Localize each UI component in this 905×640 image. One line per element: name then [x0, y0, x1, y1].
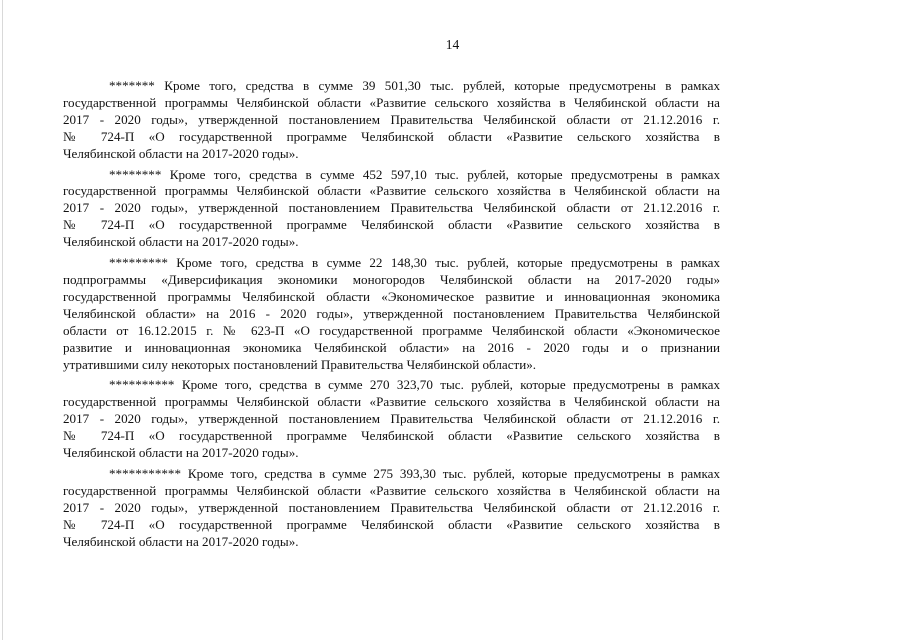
- footnote-line: ******** Кроме того, средства в сумме 452 597,10 тыс. рублей, которые предусмотрены в рамках: [109, 166, 720, 182]
- footnote-line: государственной программы Челябинской области «Развитие сельского хозяйства в Челябинской области на: [63, 183, 720, 199]
- footnote-line: государственной программы Челябинской области «Развитие сельского хозяйства в Челябинской области на: [63, 94, 720, 110]
- footnote-line: № 724-П «О государственной программе Челябинской области «Развитие сельского хозяйства в: [63, 128, 720, 144]
- footnote-line: Челябинской области на 2017-2020 годы».: [63, 533, 299, 549]
- footnote-3: [63, 255, 720, 373]
- footnote-line: ********** Кроме того, средства в сумме 270 323,70 тыс. рублей, которые предусмотрены в рамках: [109, 377, 720, 393]
- footnote-2: [63, 167, 720, 252]
- footnote-line: 2017 - 2020 годы», утвержденной постановлением Правительства Челябинской области от 21.12.2016 г.: [63, 111, 720, 127]
- page-number: 14: [445, 37, 460, 52]
- footnote-line: Челябинской области» на 2016 - 2020 годы», утвержденной постановлением Правительства Челябинской: [63, 305, 720, 321]
- footnotes-block: [63, 78, 720, 554]
- footnote-line: № 724-П «О государственной программе Челябинской области «Развитие сельского хозяйства в: [63, 428, 720, 444]
- footnote-line: 2017 - 2020 годы», утвержденной постановлением Правительства Челябинской области от 21.12.2016 г.: [63, 499, 720, 515]
- footnote-line: Челябинской области на 2017-2020 годы».: [63, 145, 299, 161]
- footnote-line: 2017 - 2020 годы», утвержденной постановлением Правительства Челябинской области от 21.12.2016 г.: [63, 200, 720, 216]
- footnote-5: [63, 466, 720, 551]
- footnote-line: государственной программы Челябинской области «Развитие сельского хозяйства в Челябинской области на: [63, 482, 720, 498]
- footnote-line: № 724-П «О государственной программе Челябинской области «Развитие сельского хозяйства в: [63, 516, 720, 532]
- footnote-line: ********* Кроме того, средства в сумме 22 148,30 тыс. рублей, которые предусмотрены в рамках: [109, 255, 720, 271]
- footnote-line: ******* Кроме того, средства в сумме 39 501,30 тыс. рублей, которые предусмотрены в рамках: [109, 78, 720, 93]
- footnote-1: [63, 78, 720, 163]
- footnote-line: Челябинской области на 2017-2020 годы».: [63, 445, 299, 461]
- footnote-4: [63, 377, 720, 462]
- footnote-line: государственной программы Челябинской области «Экономическое развитие и инновационная экономика: [63, 288, 720, 304]
- footnote-line: государственной программы Челябинской области «Развитие сельского хозяйства в Челябинской области на: [63, 394, 720, 410]
- footnote-line: области от 16.12.2015 г. № 623-П «О государственной программе Челябинской области «Экономическое: [63, 322, 720, 338]
- footnote-line: подпрограммы «Диверсификация экономики моногородов Челябинской области на 2017-2020 годы»: [63, 271, 720, 287]
- footnote-line: развитие и инновационная экономика Челябинской области» на 2016 - 2020 годы и о признании: [63, 339, 720, 355]
- footnote-line: 2017 - 2020 годы», утвержденной постановлением Правительства Челябинской области от 21.12.2016 г.: [63, 411, 720, 427]
- scan-edge-line: [2, 0, 3, 640]
- footnote-line: Челябинской области на 2017-2020 годы».: [63, 234, 299, 250]
- footnote-line: *********** Кроме того, средства в сумме 275 393,30 тыс. рублей, которые предусмотрены в рамках: [109, 465, 720, 481]
- footnote-line: № 724-П «О государственной программе Челябинской области «Развитие сельского хозяйства в: [63, 217, 720, 233]
- footnote-line: утратившими силу некоторых постановлений Правительства Челябинской области».: [63, 356, 537, 372]
